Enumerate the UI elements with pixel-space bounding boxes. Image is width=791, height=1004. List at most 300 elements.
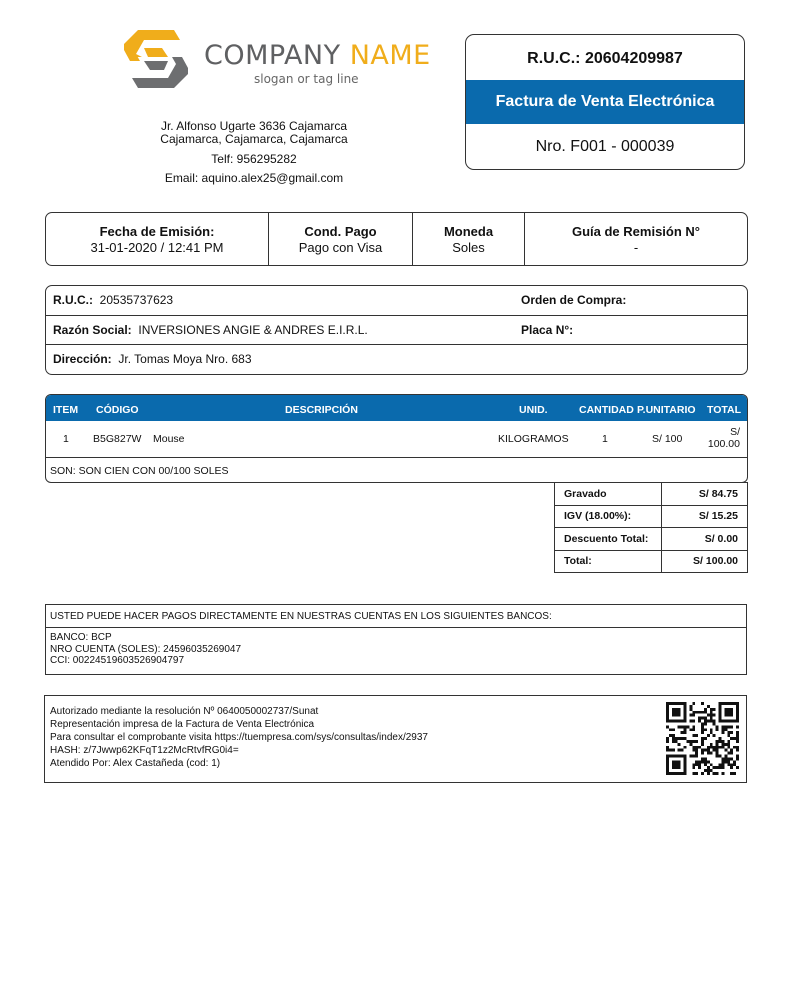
qr-module <box>672 740 675 743</box>
qr-module <box>692 711 695 714</box>
info-label: Moneda <box>443 224 494 239</box>
qr-module <box>669 702 672 705</box>
qr-module <box>692 720 695 723</box>
col-header-codigo: CÓDIGO <box>96 404 139 416</box>
qr-module <box>692 728 695 731</box>
qr-module <box>721 728 724 731</box>
qr-module <box>689 708 692 711</box>
qr-module <box>704 757 707 760</box>
qr-module <box>707 752 710 755</box>
orden-compra-label: Orden de Compra: <box>521 293 627 307</box>
qr-code-icon <box>666 702 739 775</box>
qr-module <box>692 772 695 775</box>
qr-module <box>666 757 669 760</box>
qr-module <box>736 746 739 749</box>
qr-module <box>707 746 710 749</box>
qr-module <box>707 772 710 775</box>
qr-module <box>678 714 681 717</box>
qr-module <box>736 757 739 760</box>
qr-module <box>727 740 730 743</box>
qr-module <box>721 702 724 705</box>
amount-in-words: SON: SON CIEN CON 00/100 SOLES <box>50 465 229 477</box>
qr-module <box>724 708 727 711</box>
qr-module <box>713 714 716 717</box>
qr-module <box>710 769 713 772</box>
qr-module <box>716 752 719 755</box>
qr-module <box>727 743 730 746</box>
qr-module <box>684 766 687 769</box>
qr-module <box>695 740 698 743</box>
qr-module <box>704 717 707 720</box>
qr-module <box>719 737 722 740</box>
qr-module <box>675 720 678 723</box>
qr-module <box>669 728 672 731</box>
qr-module <box>716 749 719 752</box>
qr-module <box>719 717 722 720</box>
document-id-box <box>465 34 745 170</box>
qr-module <box>681 737 684 740</box>
qr-module <box>704 769 707 772</box>
qr-module <box>707 766 710 769</box>
qr-module <box>730 752 733 755</box>
col-header-total: TOTAL <box>707 404 742 416</box>
qr-module <box>704 708 707 711</box>
qr-module <box>695 749 698 752</box>
qr-module <box>701 717 704 720</box>
total-amount: 100.00 <box>707 438 740 450</box>
qr-module <box>681 772 684 775</box>
legal-footer-box <box>44 695 747 783</box>
qr-module <box>698 763 701 766</box>
qr-module <box>689 714 692 717</box>
client-razon-row <box>46 316 747 346</box>
qr-module <box>730 766 733 769</box>
qr-module <box>689 743 692 746</box>
qr-module <box>710 746 713 749</box>
qr-module <box>707 769 710 772</box>
qr-module <box>669 772 672 775</box>
qr-module <box>736 720 739 723</box>
qr-module <box>736 737 739 740</box>
qr-module <box>681 731 684 734</box>
qr-module <box>716 755 719 758</box>
totals-label: Total: <box>555 550 662 573</box>
qr-module <box>713 734 716 737</box>
qr-module <box>724 720 727 723</box>
cell-total <box>708 426 740 450</box>
qr-module <box>684 772 687 775</box>
qr-module <box>701 725 704 728</box>
qr-module <box>736 714 739 717</box>
cell-descripcion: Mouse <box>153 433 185 445</box>
qr-module <box>727 760 730 763</box>
qr-module <box>707 705 710 708</box>
document-number: Nro. F001 - 000039 <box>535 138 675 155</box>
qr-module <box>727 734 730 737</box>
col-header-descripcion: DESCRIPCIÓN <box>285 404 358 416</box>
qr-module <box>719 711 722 714</box>
qr-module <box>716 772 719 775</box>
totals-row-descuento <box>555 528 748 551</box>
cell-punitario: S/ 100 <box>652 433 683 445</box>
qr-module <box>692 746 695 749</box>
qr-module <box>704 722 707 725</box>
address-line-2: Cajamarca, Cajamarca, Cajamarca <box>160 132 348 146</box>
qr-module <box>727 757 730 760</box>
qr-module <box>669 755 672 758</box>
qr-module <box>730 714 733 717</box>
info-value: - <box>633 240 639 255</box>
qr-module <box>704 711 707 714</box>
qr-module <box>675 772 678 775</box>
company-logo <box>124 30 431 90</box>
qr-module <box>695 734 698 737</box>
qr-module <box>672 763 675 766</box>
qr-module <box>698 717 701 720</box>
qr-module <box>672 737 675 740</box>
qr-module <box>684 769 687 772</box>
client-razon-value: INVERSIONES ANGIE & ANDRES E.I.R.L. <box>138 322 368 337</box>
qr-module <box>675 702 678 705</box>
qr-module <box>719 746 722 749</box>
qr-module <box>704 760 707 763</box>
qr-module <box>736 731 739 734</box>
qr-module <box>727 714 730 717</box>
qr-module <box>698 746 701 749</box>
qr-module <box>701 757 704 760</box>
qr-module <box>678 763 681 766</box>
qr-module <box>721 740 724 743</box>
qr-module <box>721 772 724 775</box>
qr-module <box>678 755 681 758</box>
qr-module <box>730 757 733 760</box>
qr-module <box>713 722 716 725</box>
footer-consult-link[interactable]: Para consultar el comprobante visita https://tuempresa.com/sys/consultas/index/2937 <box>50 732 428 743</box>
qr-module <box>730 702 733 705</box>
qr-module <box>692 766 695 769</box>
qr-module <box>672 755 675 758</box>
qr-module <box>733 746 736 749</box>
qr-module <box>727 752 730 755</box>
qr-module <box>666 714 669 717</box>
bank-info-box <box>45 604 747 675</box>
company-address <box>120 120 388 146</box>
qr-module <box>736 755 739 758</box>
logo-mark-icon <box>124 30 188 88</box>
qr-module <box>724 702 727 705</box>
footer-resolution: Autorizado mediante la resolución Nº 0640050002737/Sunat <box>50 706 319 717</box>
qr-module <box>678 720 681 723</box>
bank-info-body <box>46 628 746 671</box>
col-header-punitario: P.UNITARIO <box>637 404 696 416</box>
company-phone: Telf: 956295282 <box>211 152 297 166</box>
info-guia-remision <box>525 213 747 265</box>
qr-module <box>701 740 704 743</box>
qr-module <box>727 708 730 711</box>
qr-module <box>675 755 678 758</box>
qr-module <box>666 711 669 714</box>
qr-module <box>666 740 669 743</box>
qr-module <box>721 725 724 728</box>
qr-module <box>710 752 713 755</box>
qr-module <box>684 763 687 766</box>
footer-representation: Representación impresa de la Factura de Venta Electrónica <box>50 719 315 730</box>
qr-module <box>710 731 713 734</box>
info-label: Guía de Remisión N° <box>571 224 700 239</box>
qr-module <box>692 763 695 766</box>
qr-module <box>678 737 681 740</box>
qr-module <box>666 746 669 749</box>
qr-module <box>730 720 733 723</box>
qr-module <box>689 705 692 708</box>
qr-module <box>692 749 695 752</box>
qr-module <box>733 720 736 723</box>
document-type: Factura de Venta Electrónica <box>466 80 744 124</box>
qr-module <box>727 720 730 723</box>
qr-module <box>681 720 684 723</box>
qr-module <box>666 766 669 769</box>
qr-module <box>733 763 736 766</box>
qr-module <box>684 746 687 749</box>
qr-module <box>684 755 687 758</box>
info-label: Fecha de Emisión: <box>99 224 215 239</box>
qr-module <box>692 740 695 743</box>
qr-module <box>666 720 669 723</box>
qr-module <box>730 772 733 775</box>
qr-module <box>721 757 724 760</box>
qr-module <box>733 737 736 740</box>
qr-module <box>716 766 719 769</box>
qr-module <box>686 740 689 743</box>
qr-module <box>710 708 713 711</box>
qr-module <box>701 702 704 705</box>
qr-module <box>724 728 727 731</box>
qr-module <box>689 728 692 731</box>
qr-module <box>724 760 727 763</box>
totals-value: S/ 100.00 <box>662 550 748 573</box>
qr-module <box>672 749 675 752</box>
footer-hash: HASH: z/7Jwwp62KFqT1z2McRtvfRG0i4= <box>50 745 239 756</box>
qr-module <box>719 714 722 717</box>
qr-module <box>675 763 678 766</box>
company-email: Email: aquino.alex25@gmail.com <box>164 171 344 185</box>
qr-module <box>695 772 698 775</box>
qr-module <box>736 708 739 711</box>
qr-module <box>710 743 713 746</box>
info-value: Pago con Visa <box>298 240 383 255</box>
qr-module <box>704 720 707 723</box>
col-header-item: ITEM <box>53 404 79 416</box>
qr-module <box>692 714 695 717</box>
qr-module <box>704 737 707 740</box>
qr-module <box>695 755 698 758</box>
qr-module <box>675 708 678 711</box>
qr-module <box>672 772 675 775</box>
qr-module <box>672 702 675 705</box>
qr-module <box>721 760 724 763</box>
qr-module <box>684 757 687 760</box>
cell-cantidad: 1 <box>602 433 608 445</box>
qr-module <box>710 763 713 766</box>
bank-name: BANCO: BCP <box>50 632 112 643</box>
client-razon-label: Razón Social: <box>53 322 132 337</box>
qr-module <box>704 749 707 752</box>
cell-codigo: B5G827W <box>93 433 142 445</box>
qr-module <box>713 708 716 711</box>
qr-module <box>692 734 695 737</box>
qr-module <box>730 737 733 740</box>
qr-module <box>724 725 727 728</box>
qr-module <box>684 705 687 708</box>
qr-module <box>719 705 722 708</box>
client-direccion-label: Dirección: <box>53 352 112 366</box>
client-ruc-label: R.U.C.: <box>53 293 93 307</box>
totals-label: IGV (18.00%): <box>555 505 662 528</box>
qr-module <box>719 766 722 769</box>
qr-module <box>721 763 724 766</box>
client-info-box <box>45 285 748 375</box>
qr-module <box>684 714 687 717</box>
info-moneda <box>413 213 525 265</box>
qr-module <box>716 743 719 746</box>
qr-module <box>719 708 722 711</box>
qr-module <box>719 702 722 705</box>
qr-module <box>719 755 722 758</box>
qr-module <box>672 734 675 737</box>
qr-module <box>678 772 681 775</box>
qr-module <box>669 734 672 737</box>
issuer-ruc: R.U.C.: 20604209987 <box>527 50 683 67</box>
totals-row-gravado <box>555 483 748 506</box>
qr-module <box>678 711 681 714</box>
qr-module <box>727 763 730 766</box>
qr-module <box>733 702 736 705</box>
qr-module <box>733 760 736 763</box>
qr-module <box>713 749 716 752</box>
qr-module <box>684 720 687 723</box>
totals-label: Gravado <box>555 483 662 506</box>
qr-module <box>707 760 710 763</box>
qr-module <box>701 731 704 734</box>
qr-module <box>701 752 704 755</box>
qr-module <box>713 720 716 723</box>
qr-module <box>695 760 698 763</box>
qr-module <box>675 737 678 740</box>
qr-module <box>681 702 684 705</box>
qr-module <box>698 766 701 769</box>
qr-module <box>686 725 689 728</box>
qr-module <box>684 728 687 731</box>
qr-module <box>698 760 701 763</box>
qr-module <box>724 743 727 746</box>
col-header-unidad: UNID. <box>519 404 548 416</box>
qr-module <box>672 728 675 731</box>
qr-module <box>681 749 684 752</box>
qr-module <box>727 711 730 714</box>
totals-row-igv <box>555 505 748 528</box>
qr-module <box>684 717 687 720</box>
info-value: Soles <box>452 240 485 255</box>
qr-module <box>707 734 710 737</box>
qr-module <box>672 720 675 723</box>
qr-module <box>701 772 704 775</box>
qr-module <box>675 766 678 769</box>
qr-module <box>736 734 739 737</box>
qr-module <box>710 717 713 720</box>
company-name: COMPANY NAME <box>204 40 431 71</box>
qr-module <box>716 728 719 731</box>
qr-module <box>666 749 669 752</box>
qr-module <box>684 702 687 705</box>
qr-module <box>678 749 681 752</box>
qr-module <box>692 702 695 705</box>
qr-module <box>689 720 692 723</box>
qr-module <box>713 766 716 769</box>
bank-account: NRO CUENTA (SOLES): 24596035269047 <box>50 643 242 655</box>
qr-module <box>672 766 675 769</box>
info-value: 31-01-2020 / 12:41 PM <box>90 240 224 255</box>
qr-module <box>710 728 713 731</box>
qr-module <box>707 749 710 752</box>
qr-module <box>678 725 681 728</box>
cell-unidad: KILOGRAMOS <box>498 433 569 445</box>
qr-module <box>695 752 698 755</box>
qr-module <box>727 702 730 705</box>
qr-module <box>710 711 713 714</box>
qr-module <box>666 705 669 708</box>
qr-module <box>707 720 710 723</box>
totals-value: S/ 0.00 <box>662 528 748 551</box>
qr-module <box>666 760 669 763</box>
qr-module <box>736 717 739 720</box>
qr-module <box>684 708 687 711</box>
totals-value: S/ 84.75 <box>662 483 748 506</box>
qr-module <box>736 702 739 705</box>
qr-module <box>684 731 687 734</box>
qr-module <box>719 740 722 743</box>
client-direccion-row <box>46 345 747 375</box>
qr-module <box>689 740 692 743</box>
qr-module <box>666 772 669 775</box>
qr-module <box>698 711 701 714</box>
qr-module <box>678 766 681 769</box>
legal-footer-text <box>50 705 428 770</box>
qr-module <box>666 737 669 740</box>
qr-module <box>666 755 669 758</box>
qr-module <box>684 737 687 740</box>
qr-module <box>707 714 710 717</box>
items-table-header <box>46 395 747 421</box>
qr-module <box>701 711 704 714</box>
qr-module <box>666 769 669 772</box>
qr-module <box>666 702 669 705</box>
qr-module <box>730 763 733 766</box>
items-table <box>45 394 748 483</box>
qr-module <box>721 743 724 746</box>
qr-module <box>684 711 687 714</box>
total-currency: S/ <box>730 426 740 438</box>
qr-module <box>704 763 707 766</box>
qr-module <box>716 725 719 728</box>
qr-module <box>678 708 681 711</box>
qr-module <box>710 720 713 723</box>
bank-info-header: USTED PUEDE HACER PAGOS DIRECTAMENTE EN NUESTRAS CUENTAS EN LOS SIGUIENTES BANCOS: <box>46 605 746 628</box>
qr-module <box>730 708 733 711</box>
qr-module <box>672 708 675 711</box>
qr-module <box>721 746 724 749</box>
qr-module <box>730 725 733 728</box>
qr-module <box>727 725 730 728</box>
